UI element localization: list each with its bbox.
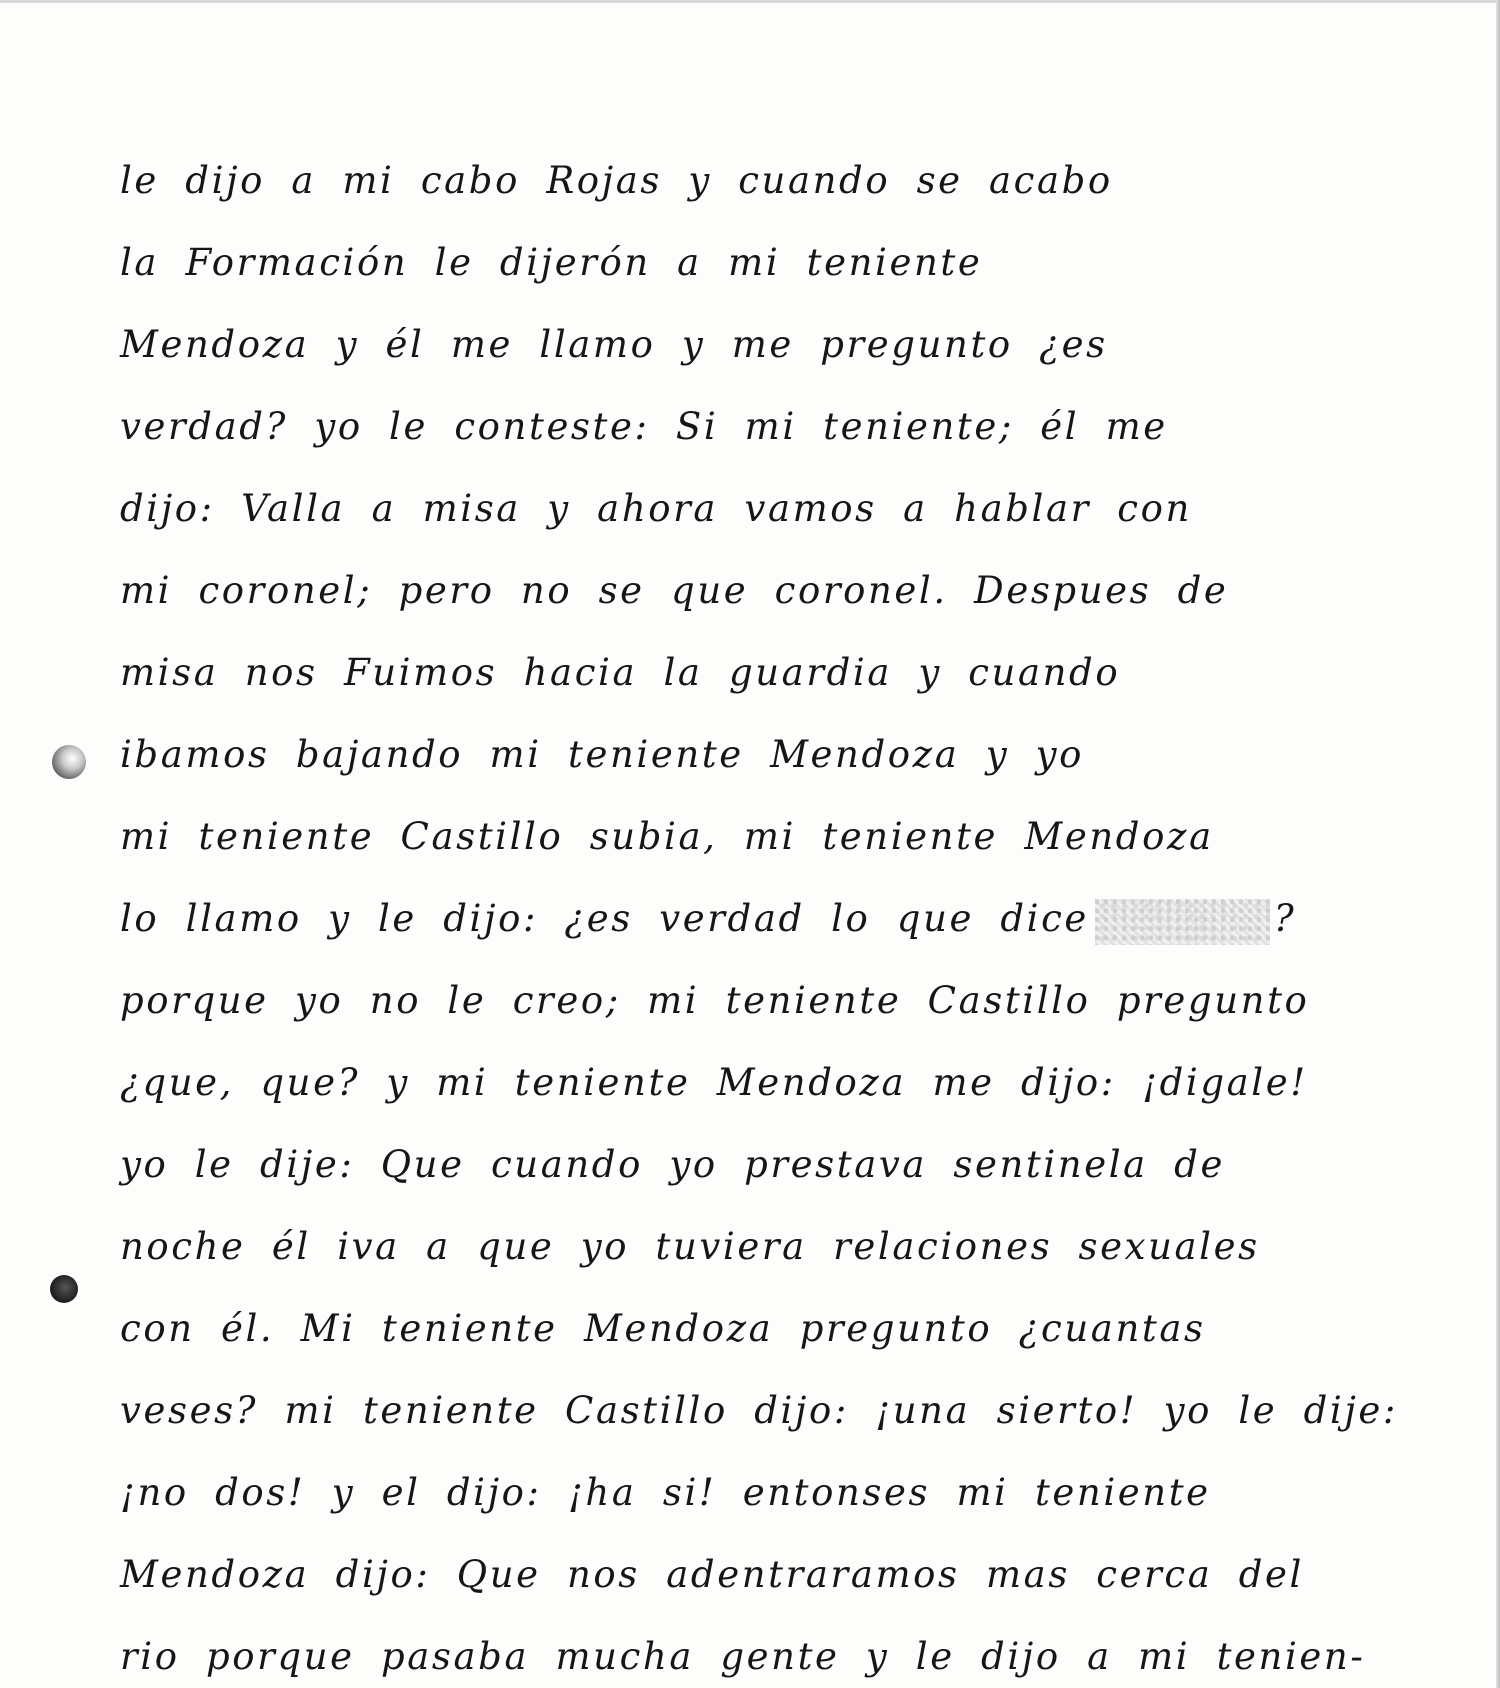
text-line-8: ibamos bajando mi teniente Mendoza y yo bbox=[120, 733, 1085, 776]
text-line-3: Mendoza y él me llamo y me pregunto ¿es bbox=[120, 323, 1108, 366]
punch-hole-icon bbox=[52, 745, 86, 779]
text-line-15: con él. Mi teniente Mendoza pregunto ¿cuantas bbox=[120, 1307, 1206, 1350]
text-line-5: dijo: Valla a misa y ahora vamos a hablar con bbox=[120, 487, 1192, 530]
text-line-10 bbox=[120, 878, 1350, 960]
text-line-7: misa nos Fuimos hacia la guardia y cuando bbox=[120, 651, 1121, 694]
text-line-2: la Formación le dijerón a mi teniente bbox=[120, 241, 983, 284]
text-line-14: noche él iva a que yo tuviera relaciones sexuales bbox=[120, 1225, 1260, 1268]
text-line-12: ¿que, que? y mi teniente Mendoza me dijo: ¡digale! bbox=[120, 1061, 1308, 1104]
punch-hole-icon bbox=[50, 1275, 78, 1303]
text-line-9: mi teniente Castillo subia, mi teniente Mendoza bbox=[120, 815, 1214, 858]
text-line-17: ¡no dos! y el dijo: ¡ha si! entonses mi teniente bbox=[120, 1471, 1211, 1514]
text-line-10-end: ? bbox=[1273, 897, 1297, 940]
page-top-edge bbox=[0, 0, 1500, 3]
text-line-19: rio porque pasaba mucha gente y le dijo a mi tenien- bbox=[120, 1635, 1366, 1678]
text-line-4: verdad? yo le conteste: Si mi teniente; él me bbox=[120, 405, 1168, 448]
text-line-16: veses? mi teniente Castillo dijo: ¡una sierto! yo le dije: bbox=[120, 1389, 1398, 1432]
text-line-6: mi coronel; pero no se que coronel. Despues de bbox=[120, 569, 1229, 612]
page-right-edge bbox=[1496, 0, 1500, 1688]
handwritten-text-block bbox=[120, 140, 1398, 1688]
text-line-1: le dijo a mi cabo Rojas y cuando se acabo bbox=[120, 159, 1113, 202]
text-line-11: porque yo no le creo; mi teniente Castillo pregunto bbox=[120, 979, 1310, 1022]
text-line-18: Mendoza dijo: Que nos adentraramos mas cerca del bbox=[120, 1553, 1304, 1596]
redaction-block bbox=[1095, 899, 1270, 945]
text-line-10-start: lo llamo y le dijo: ¿es verdad lo que dice bbox=[120, 897, 1089, 940]
text-line-13: yo le dije: Que cuando yo prestava sentinela de bbox=[120, 1143, 1225, 1186]
